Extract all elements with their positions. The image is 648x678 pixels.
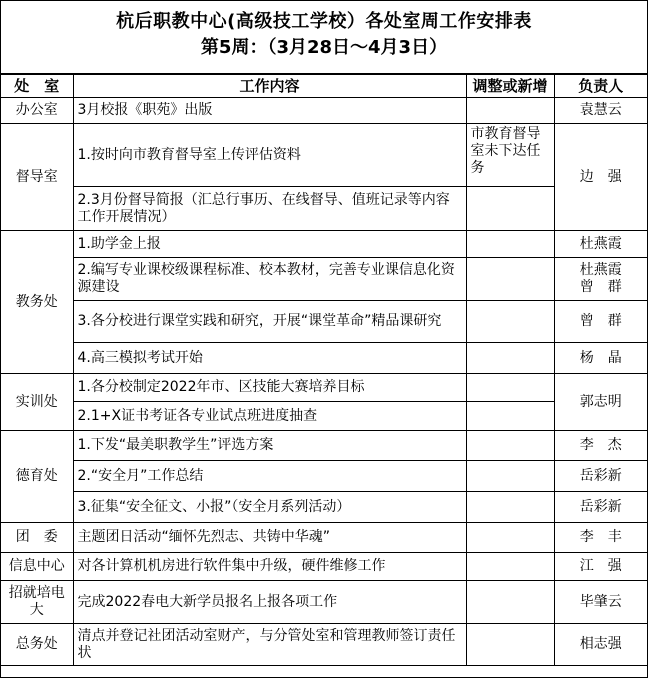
week-subtitle: 第5周：（3月28日～4月3日） (200, 37, 448, 58)
adjust-cell (466, 402, 554, 431)
header-owner: 负责人 (554, 75, 647, 98)
task-cell: 主题团日活动“缅怀先烈志、共铸中华魂” (73, 523, 466, 553)
dept-moral: 德育处 (1, 431, 73, 523)
title-block (1, 1, 647, 74)
table-row (1, 301, 647, 343)
adjust-cell (466, 374, 554, 402)
task-cell: 3.征集“安全征文、小报”（安全月系列活动） (73, 492, 466, 523)
schedule-table (1, 74, 647, 666)
task-cell: 2.“安全月”工作总结 (73, 461, 466, 492)
task-cell: 清点并登记社团活动室财产，与分管处室和管理教师签订责任状 (73, 624, 466, 666)
table-row (1, 374, 647, 402)
task-cell: 2.编写专业课校级课程标准、校本教材，完善专业课信息化资源建设 (73, 258, 466, 301)
adjust-cell (466, 187, 554, 231)
table-row (1, 581, 647, 624)
task-cell: 3.各分校进行课堂实践和研究，开展“课堂革命”精品课研究 (73, 301, 466, 343)
owner-cell: 郭志明 (554, 374, 647, 431)
table-row (1, 492, 647, 523)
owner-cell: 江 强 (554, 553, 647, 581)
task-cell: 3月校报《职苑》出版 (73, 98, 466, 124)
owner-cell: 相志强 (554, 624, 647, 666)
adjust-cell (466, 231, 554, 258)
adjust-cell (466, 461, 554, 492)
dept-supervision: 督导室 (1, 124, 73, 231)
dept-training: 实训处 (1, 374, 73, 431)
table-row (1, 523, 647, 553)
dept-enrollment: 招就培电大 (1, 581, 73, 624)
owner-cell: 杜燕霞 (554, 231, 647, 258)
task-cell: 1.各分校制定2022年市、区技能大赛培养目标 (73, 374, 466, 402)
owner-cell: 李 杰 (554, 431, 647, 461)
adjust-cell (466, 492, 554, 523)
owner-cell: 袁慧云 (554, 98, 647, 124)
table-row (1, 624, 647, 666)
owner-cell: 岳彩新 (554, 461, 647, 492)
task-cell: 2.3月份督导简报（汇总行事历、在线督导、值班记录等内容工作开展情况） (73, 187, 466, 231)
adjust-cell (466, 624, 554, 666)
adjust-cell: 市教育督导室未下达任务 (466, 124, 554, 187)
owner-name: 曾 群 (579, 279, 622, 295)
adjust-cell (466, 343, 554, 374)
task-cell: 1.按时向市教育督导室上传评估资料 (73, 124, 466, 187)
page-title: 杭后职教中心(高级技工学校）各处室周工作安排表 (116, 11, 532, 32)
table-row (1, 124, 647, 187)
header-dept: 处 室 (1, 75, 73, 98)
owner-name: 杜燕霞 (579, 262, 622, 278)
table-row (1, 461, 647, 492)
table-row (1, 343, 647, 374)
header-adjust: 调整或新增 (466, 75, 554, 98)
task-cell: 2.1+X证书考证各专业试点班进度抽查 (73, 402, 466, 431)
owner-cell: 李 丰 (554, 523, 647, 553)
adjust-cell (466, 553, 554, 581)
owner-cell: 岳彩新 (554, 492, 647, 523)
task-cell: 1.助学金上报 (73, 231, 466, 258)
dept-general-affairs: 总务处 (1, 624, 73, 666)
task-cell: 1.下发“最美职教学生”评选方案 (73, 431, 466, 461)
adjust-cell (466, 523, 554, 553)
dept-office: 办公室 (1, 98, 73, 124)
owner-cell: 杨 晶 (554, 343, 647, 374)
task-cell: 对各计算机机房进行软件集中升级，硬件维修工作 (73, 553, 466, 581)
adjust-cell (466, 431, 554, 461)
dept-academic: 教务处 (1, 231, 73, 374)
owner-cell: 曾 群 (554, 301, 647, 343)
header-row (1, 75, 647, 98)
table-row (1, 187, 647, 231)
adjust-cell (466, 581, 554, 624)
table-row (1, 402, 647, 431)
dept-info: 信息中心 (1, 553, 73, 581)
adjust-cell (466, 301, 554, 343)
owner-cell: 毕肇云 (554, 581, 647, 624)
task-cell: 4.高三模拟考试开始 (73, 343, 466, 374)
dept-league: 团 委 (1, 523, 73, 553)
adjust-cell (466, 258, 554, 301)
table-row (1, 431, 647, 461)
table-row (1, 258, 647, 301)
adjust-cell (466, 98, 554, 124)
owner-cell (554, 258, 647, 301)
table-row (1, 553, 647, 581)
header-task: 工作内容 (73, 75, 466, 98)
task-cell: 完成2022春电大新学员报名上报各项工作 (73, 581, 466, 624)
owner-cell: 边 强 (554, 124, 647, 231)
table-row (1, 231, 647, 258)
table-row (1, 98, 647, 124)
